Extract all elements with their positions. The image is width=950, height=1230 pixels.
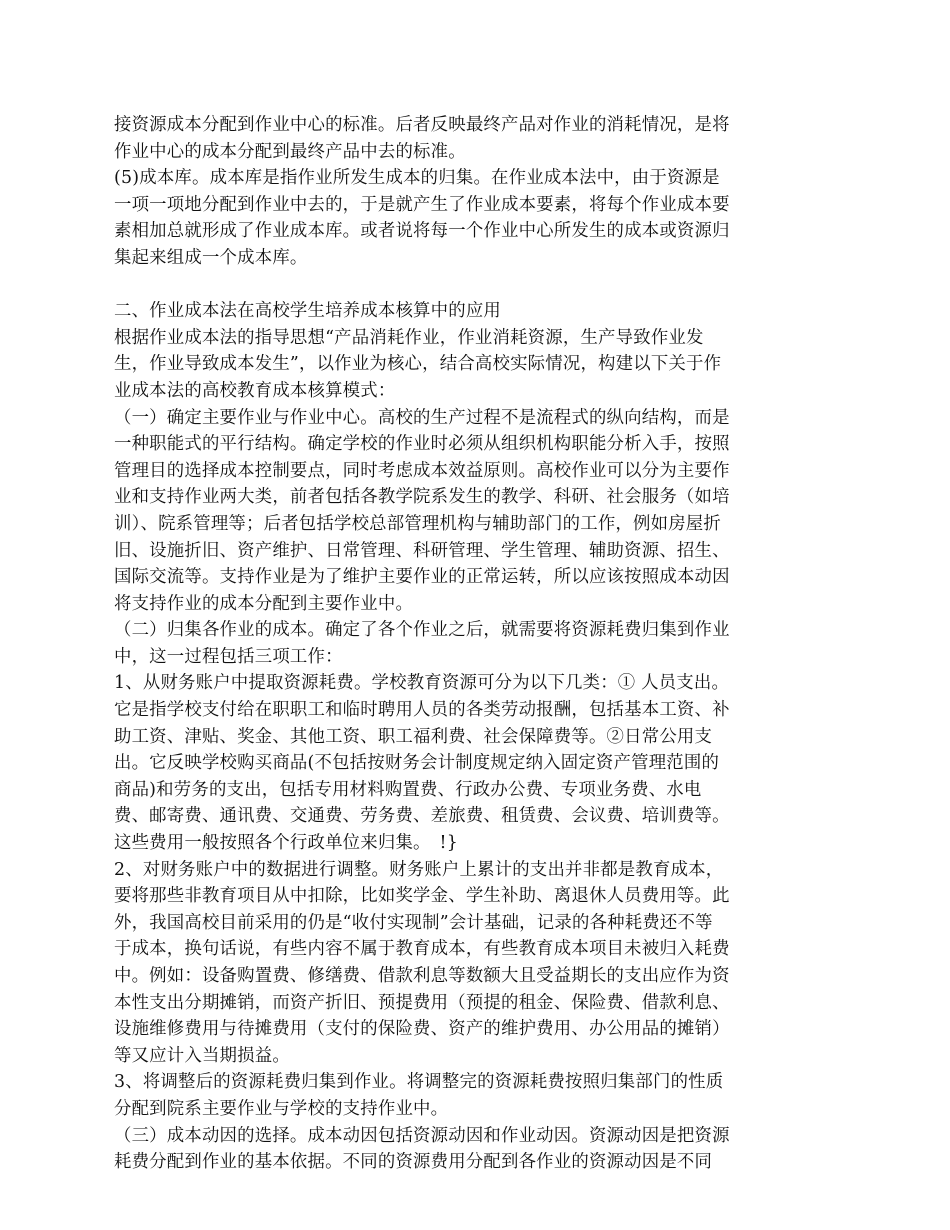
text-line: 集起来组成一个成本库。 <box>114 247 308 268</box>
text-line: 业成本法的高校教育成本核算模式： <box>114 380 396 401</box>
text-line: 将支持作业的成本分配到主要作业中。 <box>114 593 414 614</box>
text-line: 费、邮寄费、通讯费、交通费、劳务费、差旅费、租赁费、会议费、培训费等。 <box>114 806 730 827</box>
text-line: 旧、设施折旧、资产维护、日常管理、科研管理、学生管理、辅助资源、招生、 <box>114 540 730 561</box>
blank-line <box>114 272 770 299</box>
text-line: 作业中心的成本分配到最终产品中去的标准。 <box>114 141 466 162</box>
text-line: 训）、院系管理等；后者包括学校总部管理机构与辅助部门的工作，例如房屋折 <box>114 513 721 534</box>
text-line: 接资源成本分配到作业中心的标准。后者反映最终产品对作业的消耗情况，是将 <box>114 115 730 135</box>
text-line: (5)成本库。成本库是指作业所发生成本的归集。在作业成本法中，由于资源是 <box>114 168 720 189</box>
section-heading: 二、作业成本法在高校学生培养成本核算中的应用 <box>114 301 501 322</box>
text-line: 业和支持作业两大类，前者包括各教学院系发生的教学、科研、社会服务（如培 <box>114 487 730 508</box>
text-line: 中，这一过程包括三项工作： <box>114 646 343 667</box>
text-line: 本性支出分期摊销，而资产折旧、预提费用（预提的租金、保险费、借款利息、 <box>114 992 730 1013</box>
text-line: 1、从财务账户中提取资源耗费。学校教育资源可分为以下几类：① 人员支出。 <box>114 673 730 694</box>
text-line: 商品)和劳务的支出，包括专用材料购置费、行政办公费、专项业务费、水电 <box>114 779 702 800</box>
text-line: 助工资、津贴、奖金、其他工资、职工福利费、社会保障费等。②日常公用支 <box>114 726 713 747</box>
text-line: 出。它反映学校购买商品(不包括按财务会计制度规定纳入固定资产管理范围的 <box>114 753 720 774</box>
text-line: 素相加总就形成了作业成本库。或者说将每一个作业中心所发生的成本或资源归 <box>114 221 730 242</box>
text-line: 管理目的选择成本控制要点，同时考虑成本效益原则。高校作业可以分为主要作 <box>114 460 730 481</box>
text-line: 它是指学校支付给在职职工和临时聘用人员的各类劳动报酬，包括基本工资、补 <box>114 700 730 721</box>
text-line: 分配到院系主要作业与学校的支持作业中。 <box>114 1098 449 1119</box>
text-line: 设施维修费用与待摊费用（支付的保险费、资产的维护费用、办公用品的摊销） <box>114 1019 730 1040</box>
text-line: 3、将调整后的资源耗费归集到作业。将调整完的资源耗费按照归集部门的性质 <box>114 1072 724 1093</box>
text-line: 中。例如：设备购置费、修缮费、借款利息等数额大且受益期长的支出应作为资 <box>114 966 730 986</box>
text-line: 这些费用一般按照各个行政单位来归集。 !} <box>114 833 458 854</box>
text-line: 生，作业导致成本发生”，以作业为核心，结合高校实际情况，构建以下关于作 <box>114 354 722 375</box>
text-line: 于成本，换句话说，有些内容不属于教育成本，有些教育成本项目未被归入耗费 <box>114 939 730 960</box>
text-line: 一种职能式的平行结构。确定学校的作业时必须从组织机构职能分析入手，按照 <box>114 434 730 455</box>
text-line: 国际交流等。支持作业是为了维护主要作业的正常运转，所以应该按照成本动因 <box>114 567 730 588</box>
text-line: （一）确定主要作业与作业中心。高校的生产过程不是流程式的纵向结构，而是 <box>114 407 730 428</box>
text-line: 外，我国高校目前采用的仍是“收付实现制”会计基础，记录的各种耗费还不等 <box>114 912 713 933</box>
document-body <box>114 112 770 1176</box>
text-line: （三）成本动因的选择。成本动因包括资源动因和作业动因。资源动因是把资源 <box>114 1125 730 1146</box>
text-line: 根据作业成本法的指导思想“产品消耗作业，作业消耗资源，生产导致作业发 <box>114 327 704 348</box>
text-line: 耗费分配到作业的基本依据。不同的资源费用分配到各作业的资源动因是不同 <box>114 1152 713 1173</box>
text-line: （二）归集各作业的成本。确定了各个作业之后，就需要将资源耗费归集到作业 <box>114 620 730 641</box>
text-line: 等又应计入当期损益。 <box>114 1045 290 1066</box>
text-line: 2、对财务账户中的数据进行调整。财务账户上累计的支出并非都是教育成本， <box>114 859 724 880</box>
text-line: 一项一项地分配到作业中去的，于是就产生了作业成本要素，将每个作业成本要 <box>114 194 730 215</box>
text-line: 要将那些非教育项目从中扣除，比如奖学金、学生补助、离退休人员费用等。此 <box>114 886 730 907</box>
